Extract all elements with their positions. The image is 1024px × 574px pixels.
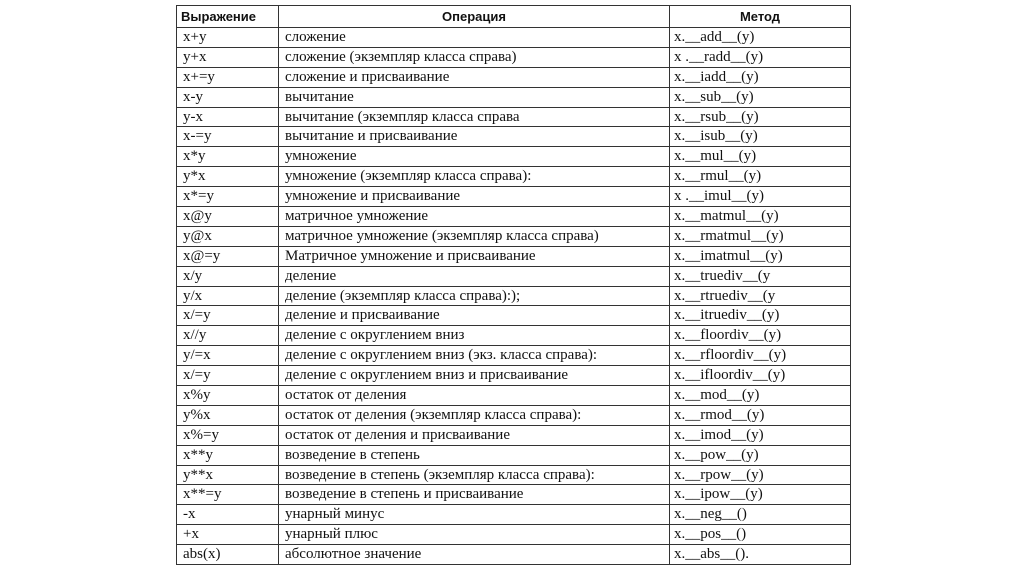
operation-cell: сложение <box>279 28 670 48</box>
table-row <box>177 167 851 187</box>
method-cell: x.__iadd__(y) <box>670 67 851 87</box>
table-row <box>177 386 851 406</box>
expression-cell: x%=y <box>177 425 279 445</box>
method-cell: x.__abs__(). <box>670 545 851 565</box>
expression-cell: x+=y <box>177 67 279 87</box>
operation-cell: возведение в степень (экземпляр класса справа): <box>279 465 670 485</box>
expression-cell: x@=y <box>177 246 279 266</box>
header-row <box>177 6 851 28</box>
method-cell: x.__rfloordiv__(y) <box>670 346 851 366</box>
expression-cell: x//y <box>177 326 279 346</box>
operation-cell: вычитание (экземпляр класса справа <box>279 107 670 127</box>
expression-cell: x**=y <box>177 485 279 505</box>
header-method: Метод <box>670 6 851 28</box>
table-row <box>177 87 851 107</box>
operation-cell: сложение и присваивание <box>279 67 670 87</box>
method-cell: x .__radd__(y) <box>670 47 851 67</box>
method-cell: x.__mod__(y) <box>670 386 851 406</box>
operation-cell: возведение в степень и присваивание <box>279 485 670 505</box>
table-row <box>177 485 851 505</box>
table-row <box>177 207 851 227</box>
table-row <box>177 545 851 565</box>
method-cell: x.__sub__(y) <box>670 87 851 107</box>
table-row <box>177 47 851 67</box>
method-cell: x.__rmul__(y) <box>670 167 851 187</box>
method-cell: x.__rmatmul__(y) <box>670 226 851 246</box>
table-row <box>177 266 851 286</box>
expression-cell: y-x <box>177 107 279 127</box>
operation-cell: деление и присваивание <box>279 306 670 326</box>
method-cell: x.__rsub__(y) <box>670 107 851 127</box>
table-body <box>177 28 851 565</box>
operators-table <box>176 5 851 565</box>
expression-cell: x+y <box>177 28 279 48</box>
table-row <box>177 67 851 87</box>
method-cell: x.__floordiv__(y) <box>670 326 851 346</box>
table-row <box>177 525 851 545</box>
expression-cell: x**y <box>177 445 279 465</box>
method-cell: x.__pos__() <box>670 525 851 545</box>
expression-cell: y+x <box>177 47 279 67</box>
table-row <box>177 127 851 147</box>
table-row <box>177 366 851 386</box>
operation-cell: деление с округлением вниз <box>279 326 670 346</box>
table-row <box>177 147 851 167</box>
table-row <box>177 346 851 366</box>
operation-cell: возведение в степень <box>279 445 670 465</box>
table-row <box>177 505 851 525</box>
method-cell: x .__imul__(y) <box>670 187 851 207</box>
table-row <box>177 405 851 425</box>
method-cell: x.__rtruediv__(y <box>670 286 851 306</box>
operation-cell: остаток от деления (экземпляр класса справа): <box>279 405 670 425</box>
table-row <box>177 326 851 346</box>
operation-cell: унарный минус <box>279 505 670 525</box>
method-cell: x.__truediv__(y <box>670 266 851 286</box>
operation-cell: умножение <box>279 147 670 167</box>
operation-cell: матричное умножение (экземпляр класса справа) <box>279 226 670 246</box>
expression-cell: y%x <box>177 405 279 425</box>
operation-cell: Матричное умножение и присваивание <box>279 246 670 266</box>
method-cell: x.__mul__(y) <box>670 147 851 167</box>
operation-cell: вычитание и присваивание <box>279 127 670 147</box>
method-cell: x.__imatmul__(y) <box>670 246 851 266</box>
expression-cell: x*y <box>177 147 279 167</box>
expression-cell: x-=y <box>177 127 279 147</box>
expression-cell: y*x <box>177 167 279 187</box>
operation-cell: умножение (экземпляр класса справа): <box>279 167 670 187</box>
table-row <box>177 28 851 48</box>
expression-cell: y/x <box>177 286 279 306</box>
expression-cell: x*=y <box>177 187 279 207</box>
expression-cell: x/y <box>177 266 279 286</box>
operation-cell: остаток от деления и присваивание <box>279 425 670 445</box>
operation-cell: сложение (экземпляр класса справа) <box>279 47 670 67</box>
method-cell: x.__pow__(y) <box>670 445 851 465</box>
table-row <box>177 107 851 127</box>
table-row <box>177 465 851 485</box>
operation-cell: матричное умножение <box>279 207 670 227</box>
expression-cell: x/=y <box>177 366 279 386</box>
expression-cell: y/=x <box>177 346 279 366</box>
expression-cell: -x <box>177 505 279 525</box>
table-row <box>177 187 851 207</box>
expression-cell: abs(x) <box>177 545 279 565</box>
expression-cell: y@x <box>177 226 279 246</box>
operation-cell: унарный плюс <box>279 525 670 545</box>
expression-cell: x-y <box>177 87 279 107</box>
table-row <box>177 306 851 326</box>
method-cell: x.__ipow__(y) <box>670 485 851 505</box>
table-row <box>177 246 851 266</box>
table-header <box>177 6 851 28</box>
expression-cell: x%y <box>177 386 279 406</box>
method-cell: x.__add__(y) <box>670 28 851 48</box>
expression-cell: x/=y <box>177 306 279 326</box>
operation-cell: умножение и присваивание <box>279 187 670 207</box>
method-cell: x.__isub__(y) <box>670 127 851 147</box>
method-cell: x.__rpow__(y) <box>670 465 851 485</box>
table-row <box>177 286 851 306</box>
method-cell: x.__matmul__(y) <box>670 207 851 227</box>
header-expression: Выражение <box>177 6 279 28</box>
method-cell: x.__neg__() <box>670 505 851 525</box>
expression-cell: x@y <box>177 207 279 227</box>
operation-cell: деление (экземпляр класса справа):); <box>279 286 670 306</box>
method-cell: x.__imod__(y) <box>670 425 851 445</box>
expression-cell: +x <box>177 525 279 545</box>
operation-cell: деление с округлением вниз и присваивание <box>279 366 670 386</box>
operation-cell: абсолютное значение <box>279 545 670 565</box>
operation-cell: деление <box>279 266 670 286</box>
method-cell: x.__ifloordiv__(y) <box>670 366 851 386</box>
operation-cell: остаток от деления <box>279 386 670 406</box>
method-cell: x.__rmod__(y) <box>670 405 851 425</box>
operators-table-container <box>176 5 850 565</box>
operation-cell: вычитание <box>279 87 670 107</box>
table-row <box>177 445 851 465</box>
table-row <box>177 425 851 445</box>
expression-cell: y**x <box>177 465 279 485</box>
method-cell: x.__itruediv__(y) <box>670 306 851 326</box>
operation-cell: деление с округлением вниз (экз. класса справа): <box>279 346 670 366</box>
header-operation: Операция <box>279 6 670 28</box>
table-row <box>177 226 851 246</box>
